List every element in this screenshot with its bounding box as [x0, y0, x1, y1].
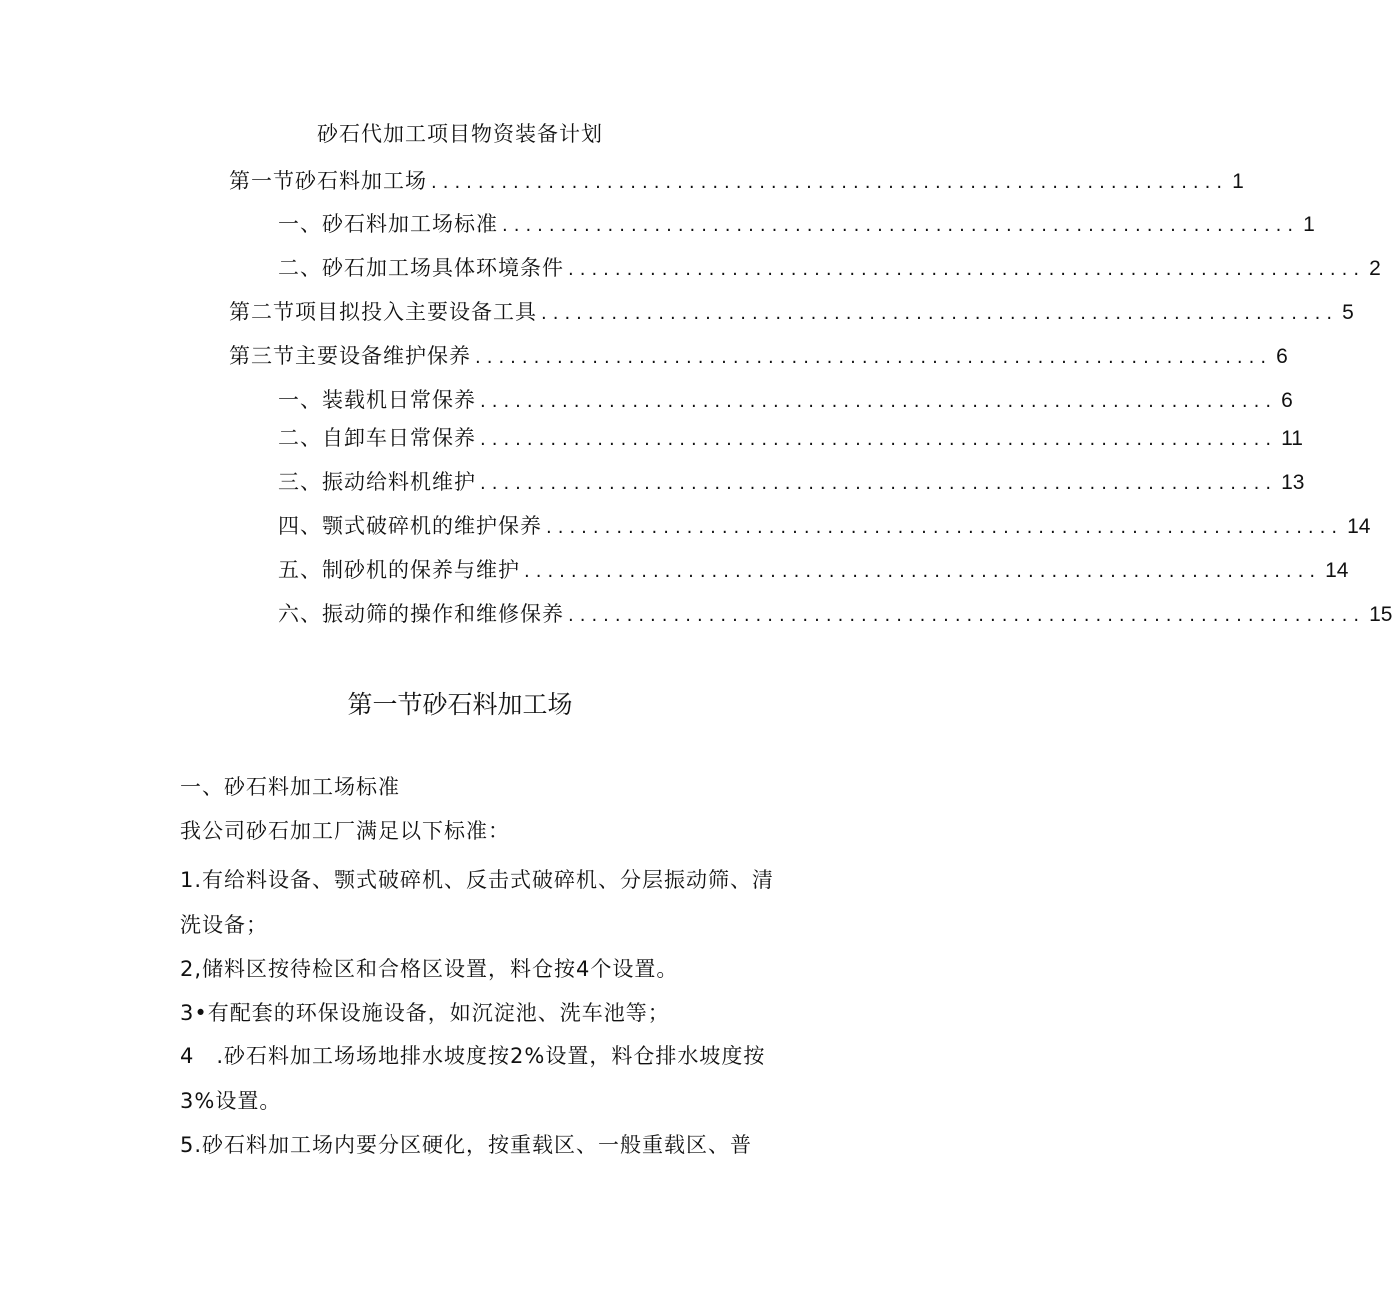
- toc-entry-page: 14: [1347, 515, 1371, 538]
- toc-entry-label: 三、振动给料机维护: [278, 470, 476, 494]
- toc-entry-page: 13: [1281, 471, 1305, 494]
- toc-entry[interactable]: [278, 599, 1392, 629]
- toc-entry-page: 14: [1325, 559, 1349, 582]
- toc-entry[interactable]: [229, 297, 1354, 327]
- toc-entry-page: 2: [1369, 257, 1381, 280]
- toc-entry[interactable]: [278, 511, 1371, 541]
- toc-entry[interactable]: [278, 555, 1349, 585]
- toc-entry-label: 二、砂石加工场具体环境条件: [278, 256, 564, 280]
- list-item-4: 4 .砂石料加工场场地排水坡度按2%设置，料仓排水坡度按: [180, 1044, 766, 1068]
- toc-leader-dots: ....................................................................: [480, 473, 1278, 494]
- toc-leader-dots: ....................................................................: [546, 517, 1344, 538]
- list-item-1-continued: 洗设备；: [180, 913, 268, 937]
- list-item-5: 5.砂石料加工场内要分区硬化，按重载区、一般重载区、普: [180, 1133, 753, 1157]
- toc-leader-dots: ....................................................................: [475, 347, 1273, 368]
- toc-entry[interactable]: [278, 253, 1381, 283]
- toc-leader-dots: ....................................................................: [524, 561, 1322, 582]
- toc-leader-dots: ....................................................................: [480, 391, 1278, 412]
- toc-entry-label: 一、装载机日常保养: [278, 388, 476, 412]
- toc-entry[interactable]: [278, 423, 1303, 453]
- toc-entry-label: 第一节砂石料加工场: [229, 169, 427, 193]
- toc-entry-label: 五、制砂机的保养与维护: [278, 558, 520, 582]
- toc-entry-label: 第三节主要设备维护保养: [229, 344, 471, 368]
- toc-entry-page: 6: [1281, 389, 1293, 412]
- toc-entry[interactable]: [229, 341, 1288, 371]
- toc-entry-label: 六、振动筛的操作和维修保养: [278, 602, 564, 626]
- toc-entry-page: 15: [1369, 603, 1392, 626]
- document-title: 砂石代加工项目物资装备计划: [317, 122, 603, 146]
- toc-leader-dots: ....................................................................: [541, 303, 1339, 324]
- toc-leader-dots: ....................................................................: [568, 259, 1366, 280]
- toc-entry-page: 6: [1276, 345, 1288, 368]
- toc-entry-page: 5: [1342, 301, 1354, 324]
- list-item-3: 3•有配套的环保设施设备，如沉淀池、洗车池等；: [180, 1001, 670, 1025]
- toc-entry[interactable]: [278, 385, 1293, 415]
- subheading: 一、砂石料加工场标准: [180, 775, 400, 799]
- toc-entry-label: 四、颚式破碎机的维护保养: [278, 514, 542, 538]
- toc-entry-page: 1: [1303, 213, 1315, 236]
- toc-entry-label: 一、砂石料加工场标准: [278, 212, 498, 236]
- toc-entry-label: 二、自卸车日常保养: [278, 426, 476, 450]
- toc-entry[interactable]: [278, 209, 1315, 239]
- toc-entry[interactable]: [229, 166, 1244, 196]
- toc-entry-page: 1: [1232, 170, 1244, 193]
- toc-entry-label: 第二节项目拟投入主要设备工具: [229, 300, 537, 324]
- list-item-2: 2,储料区按待检区和合格区设置，料仓按4个设置。: [180, 957, 679, 981]
- toc-entry-page: 11: [1281, 427, 1303, 450]
- list-item-4-continued: 3%设置。: [180, 1089, 282, 1113]
- paragraph-intro: 我公司砂石加工厂满足以下标准：: [180, 819, 510, 843]
- list-item-1: 1.有给料设备、颚式破碎机、反击式破碎机、分层振动筛、清: [180, 868, 775, 892]
- toc-leader-dots: ....................................................................: [431, 172, 1229, 193]
- toc-leader-dots: ....................................................................: [568, 605, 1366, 626]
- toc-leader-dots: ....................................................................: [502, 215, 1300, 236]
- toc-entry[interactable]: [278, 467, 1305, 497]
- toc-leader-dots: ....................................................................: [480, 429, 1278, 450]
- section-heading: 第一节砂石料加工场: [347, 690, 573, 719]
